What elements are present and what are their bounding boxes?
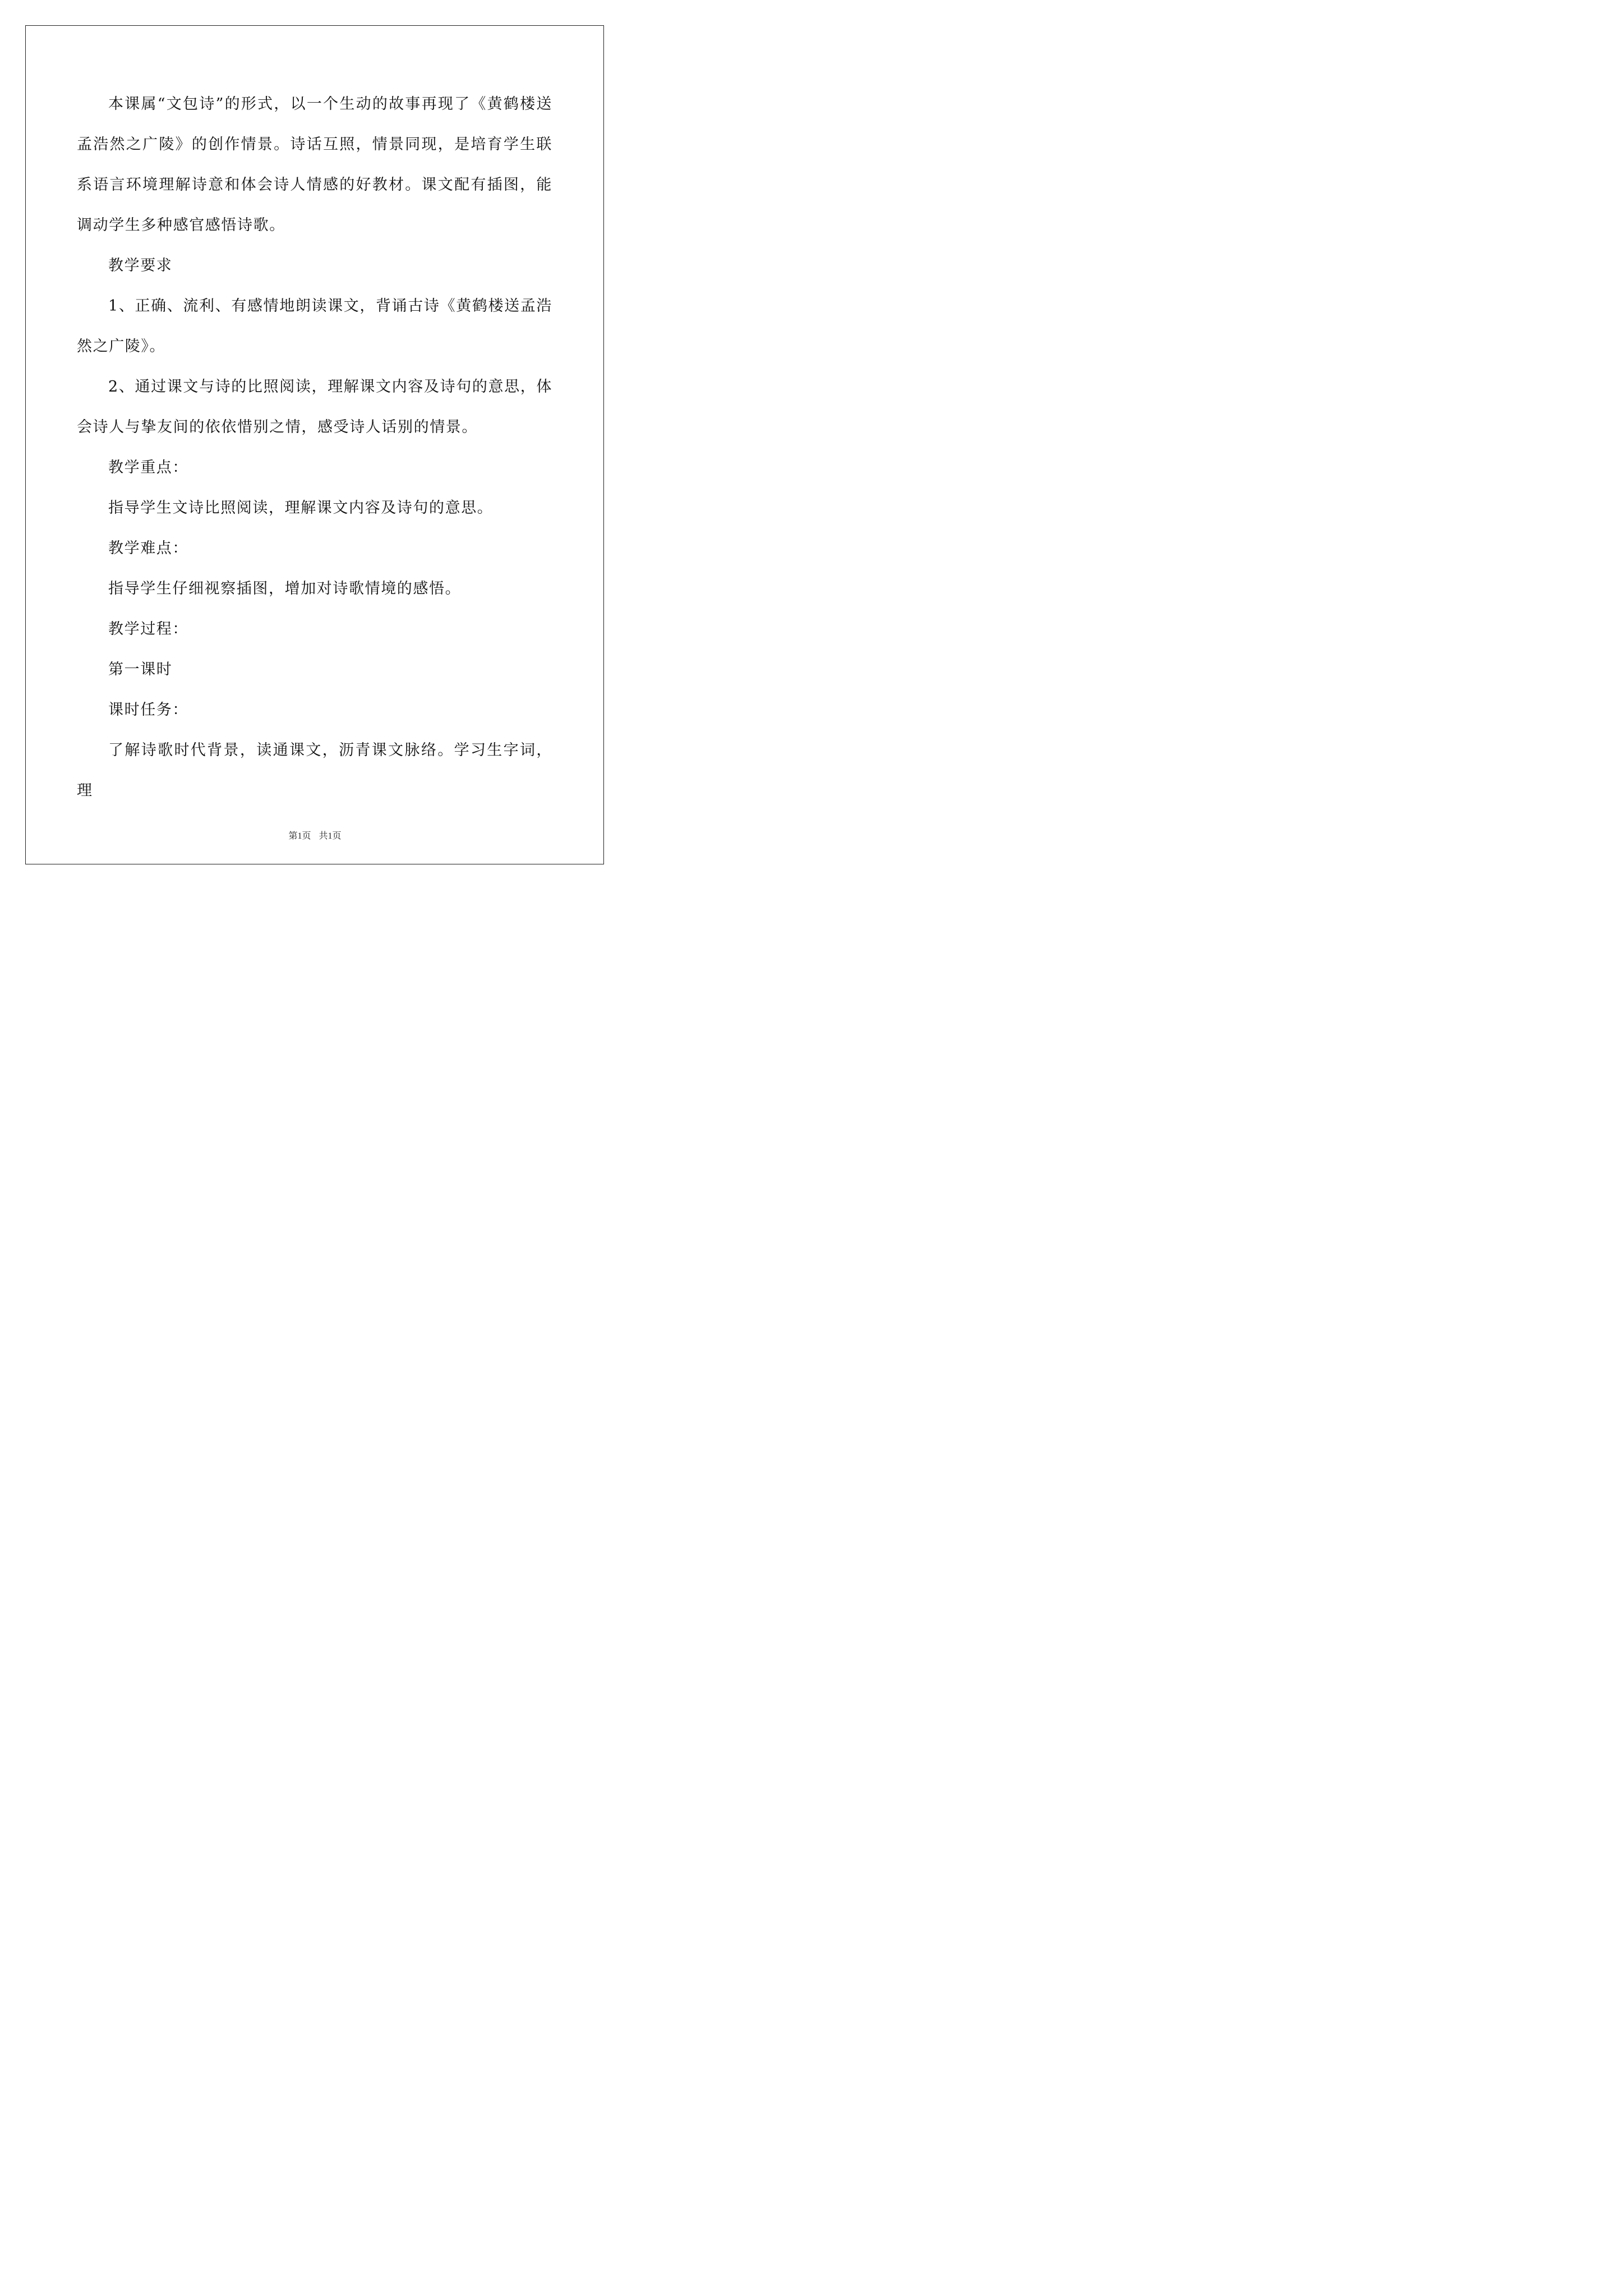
document-body <box>77 84 552 811</box>
requirement-item-1: 1、正确、流利、有感情地朗读课文，背诵古诗《黄鹤楼送孟浩然之广陵》。 <box>77 297 552 355</box>
heading-teaching-requirements: 教学要求 <box>108 257 173 274</box>
heading-teaching-difficulty: 教学难点： <box>108 540 188 557</box>
heading-lesson-tasks: 课时任务： <box>108 701 188 719</box>
page-footer <box>0 829 630 841</box>
page-total: 共1页 <box>319 831 342 841</box>
page-number: 第1页 <box>288 831 311 841</box>
heading-teaching-process: 教学过程： <box>108 620 188 638</box>
teaching-difficulty-text: 指导学生仔细视察插图，增加对诗歌情境的感悟。 <box>108 580 462 597</box>
heading-first-lesson: 第一课时 <box>108 661 173 678</box>
requirement-item-2: 2、通过课文与诗的比照阅读，理解课文内容及诗句的意思，体会诗人与挚友间的依依惜别之情，感受诗人话别的情景。 <box>77 378 552 436</box>
teaching-focus-text: 指导学生文诗比照阅读，理解课文内容及诗句的意思。 <box>108 499 494 517</box>
heading-teaching-focus: 教学重点： <box>108 459 188 476</box>
lesson-tasks-text: 了解诗歌时代背景，读通课文，沥青课文脉络。学习生字词，理 <box>77 742 552 799</box>
paragraph-intro: 本课属“文包诗”的形式，以一个生动的故事再现了《黄鹤楼送孟浩然之广陵》的创作情景。诗话互照，情景同现，是培育学生联系语言环境理解诗意和体会诗人情感的好教材。课文配有插图，能调动学生多种感官感悟诗歌。 <box>77 95 552 234</box>
